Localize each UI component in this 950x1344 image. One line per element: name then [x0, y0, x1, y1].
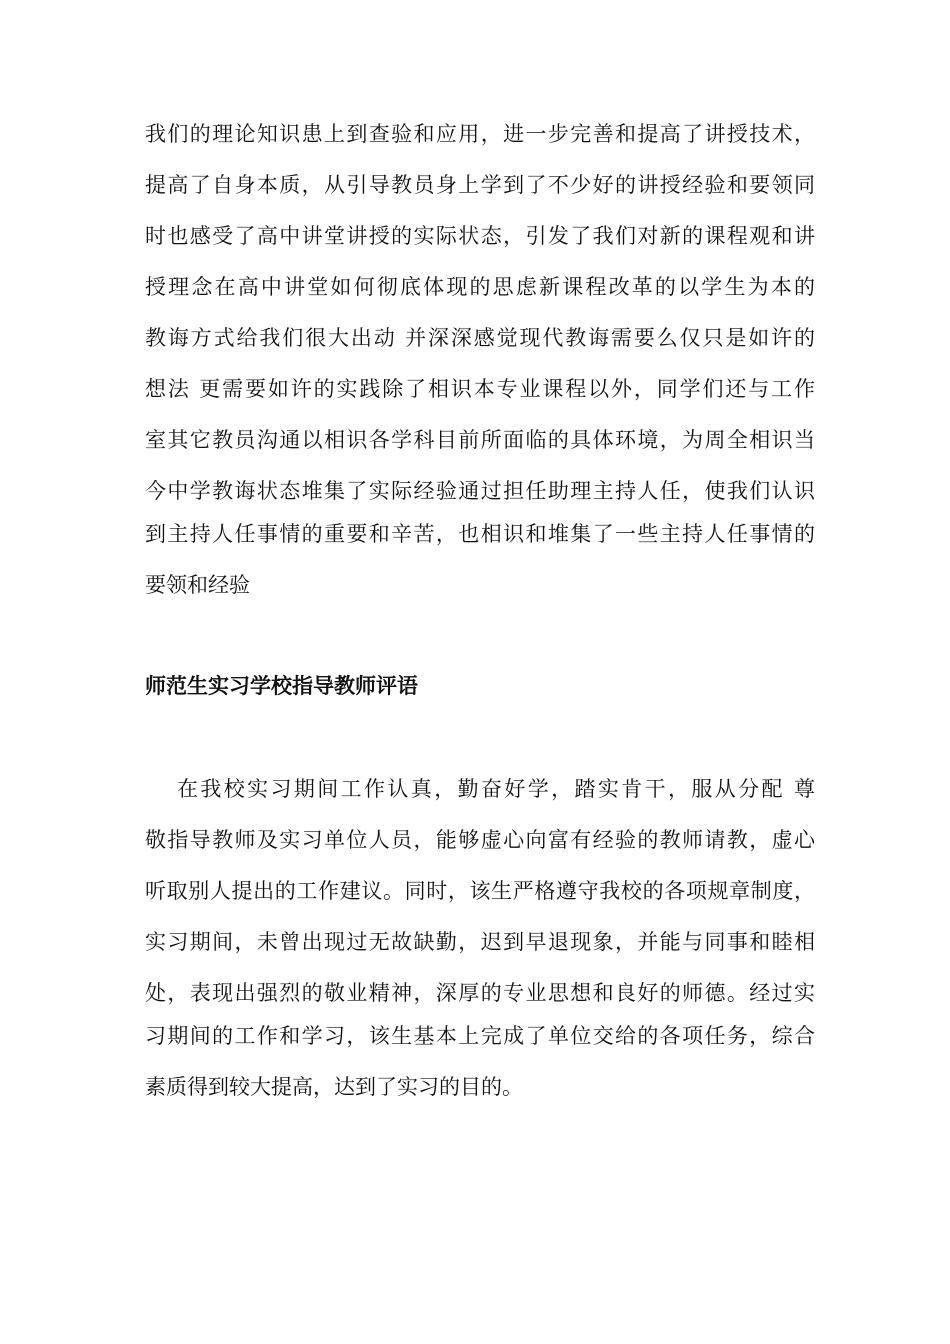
paragraph-1-line-6: 想法 更需要如许的实践除了相识本专业课程以外，同学们还与工作	[145, 377, 815, 401]
paragraph-2-line-2: 敬指导教师及实习单位人员，能够虚心向富有经验的教师请教，虚心	[145, 828, 815, 852]
paragraph-1-line-3: 时也感受了高中讲堂讲授的实际状态，引发了我们对新的课程观和讲	[145, 224, 815, 248]
paragraph-2-line-5: 处，表现出强烈的敬业精神，深厚的专业思想和良好的师德。经过实	[145, 981, 815, 1005]
paragraph-2-line-1: 在我校实习期间工作认真，勤奋好学，踏实肯干，服从分配 尊	[177, 777, 815, 801]
paragraph-2-line-4: 实习期间，未曾出现过无故缺勤，迟到早退现象，并能与同事和睦相	[145, 930, 815, 954]
section-heading: 师范生实习学校指导教师评语	[145, 673, 418, 698]
paragraph-1-line-2: 提高了自身本质，从引导教员身上学到了不少好的讲授经验和要领同	[145, 173, 815, 197]
paragraph-2-line-6: 习期间的工作和学习，该生基本上完成了单位交给的各项任务，综合	[145, 1024, 815, 1048]
paragraph-1-line-5: 教诲方式给我们很大出动 并深深感觉现代教诲需要么仅只是如许的	[145, 326, 815, 350]
paragraph-1-line-1: 我们的理论知识患上到查验和应用，进一步完善和提高了讲授技术，	[145, 122, 815, 146]
paragraph-1-line-10: 要领和经验	[145, 573, 250, 597]
paragraph-1-line-8: 今中学教诲状态堆集了实际经验通过担任助理主持人任，使我们认识	[145, 479, 815, 503]
paragraph-2-line-7: 素质得到较大提高，达到了实习的目的。	[145, 1075, 523, 1099]
paragraph-1-line-4: 授理念在高中讲堂如何彻底体现的思虑新课程改革的以学生为本的	[145, 275, 815, 299]
paragraph-1-line-7: 室其它教员沟通以相识各学科目前所面临的具体环境，为周全相识当	[145, 428, 815, 452]
paragraph-1-line-9: 到主持人任事情的重要和辛苦，也相识和堆集了一些主持人任事情的	[145, 522, 815, 546]
paragraph-2-line-3: 听取别人提出的工作建议。同时，该生严格遵守我校的各项规章制度，	[145, 879, 815, 903]
